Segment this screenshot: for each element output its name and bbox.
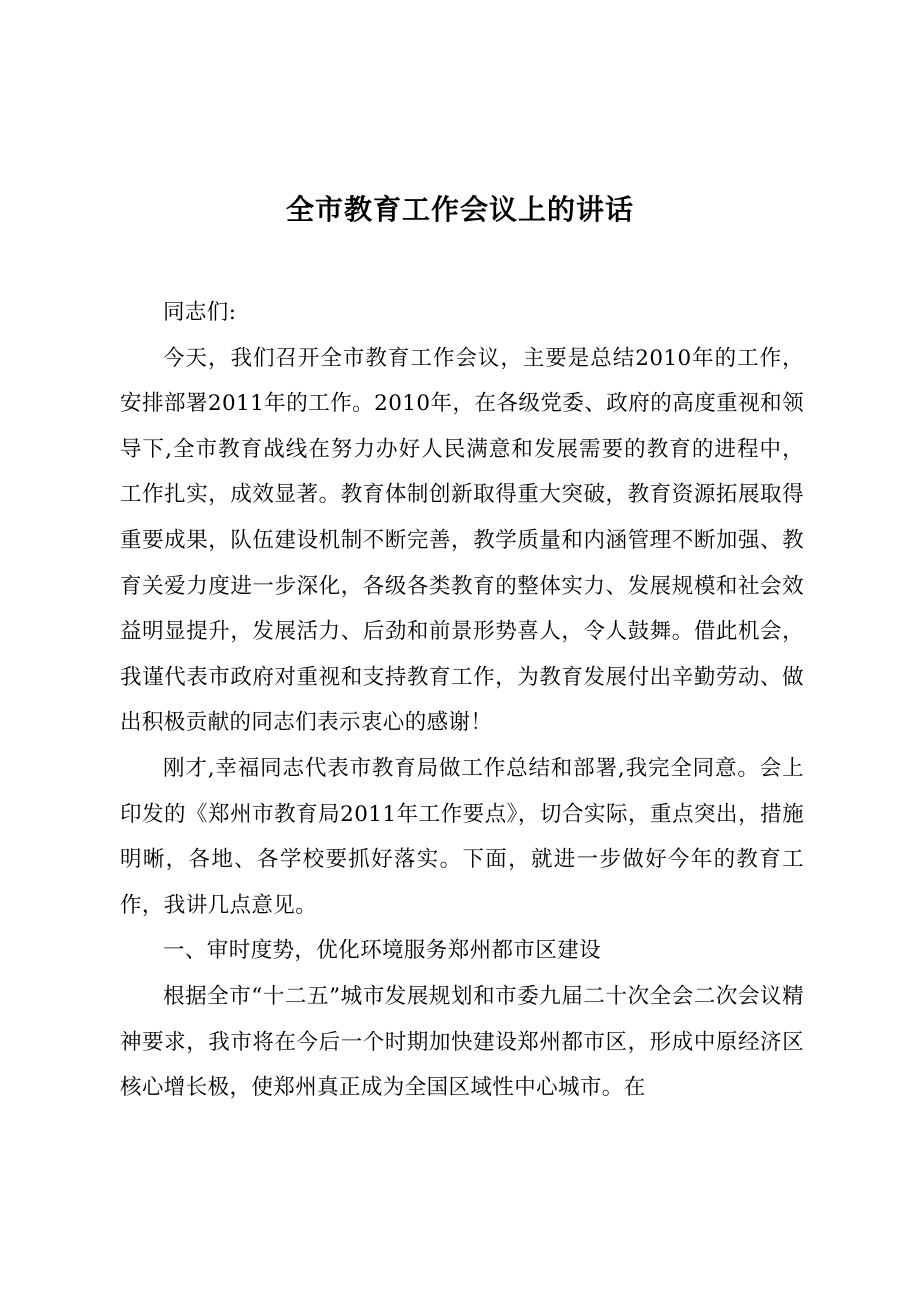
paragraph: 今天，我们召开全市教育工作会议，主要是总结2010年的工作，安排部署2011年的工作。2010年，在各级党委、政府的高度重视和领导下,全市教育战线在努力办好人民满意和发展需要的教育的进程中，工作扎实，成效显著。教育体制创新取得重大突破，教育资源拓展取得重要成果，队伍建设机制不断完善，教学质量和内涵管理不断加强、教育关爱力度进一步深化，各级各类教育的整体实力、发展规模和社会效益明显提升，发展活力、后劲和前景形势喜人，令人鼓舞。借此机会，我谨代表市政府对重视和支持教育工作，为教育发展付出辛勤劳动、做出积极贡献的同志们表示衷心的感谢！ (120, 345, 804, 736)
paragraph: 根据全市“十二五”城市发展规划和市委九届二十次全会二次会议精神要求，我市将在今后一个时期加快建设郑州都市区，形成中原经济区核心增长极，使郑州真正成为全国区域性中心城市。在 (120, 983, 804, 1101)
document-title: 全市教育工作会议上的讲话 (285, 193, 634, 226)
salutation: 同志们: (163, 300, 237, 325)
document-body (120, 290, 804, 1111)
paragraph: 刚才,幸福同志代表市教育局做工作总结和部署,我完全同意。会上印发的《郑州市教育局2011年工作要点》，切合实际，重点突出，措施明晰，各地、各学校要抓好落实。下面，就进一步做好今年的教育工作，我讲几点意见。 (120, 755, 804, 918)
section-heading: 一、审时度势，优化环境服务郑州都市区建设 (163, 938, 602, 964)
